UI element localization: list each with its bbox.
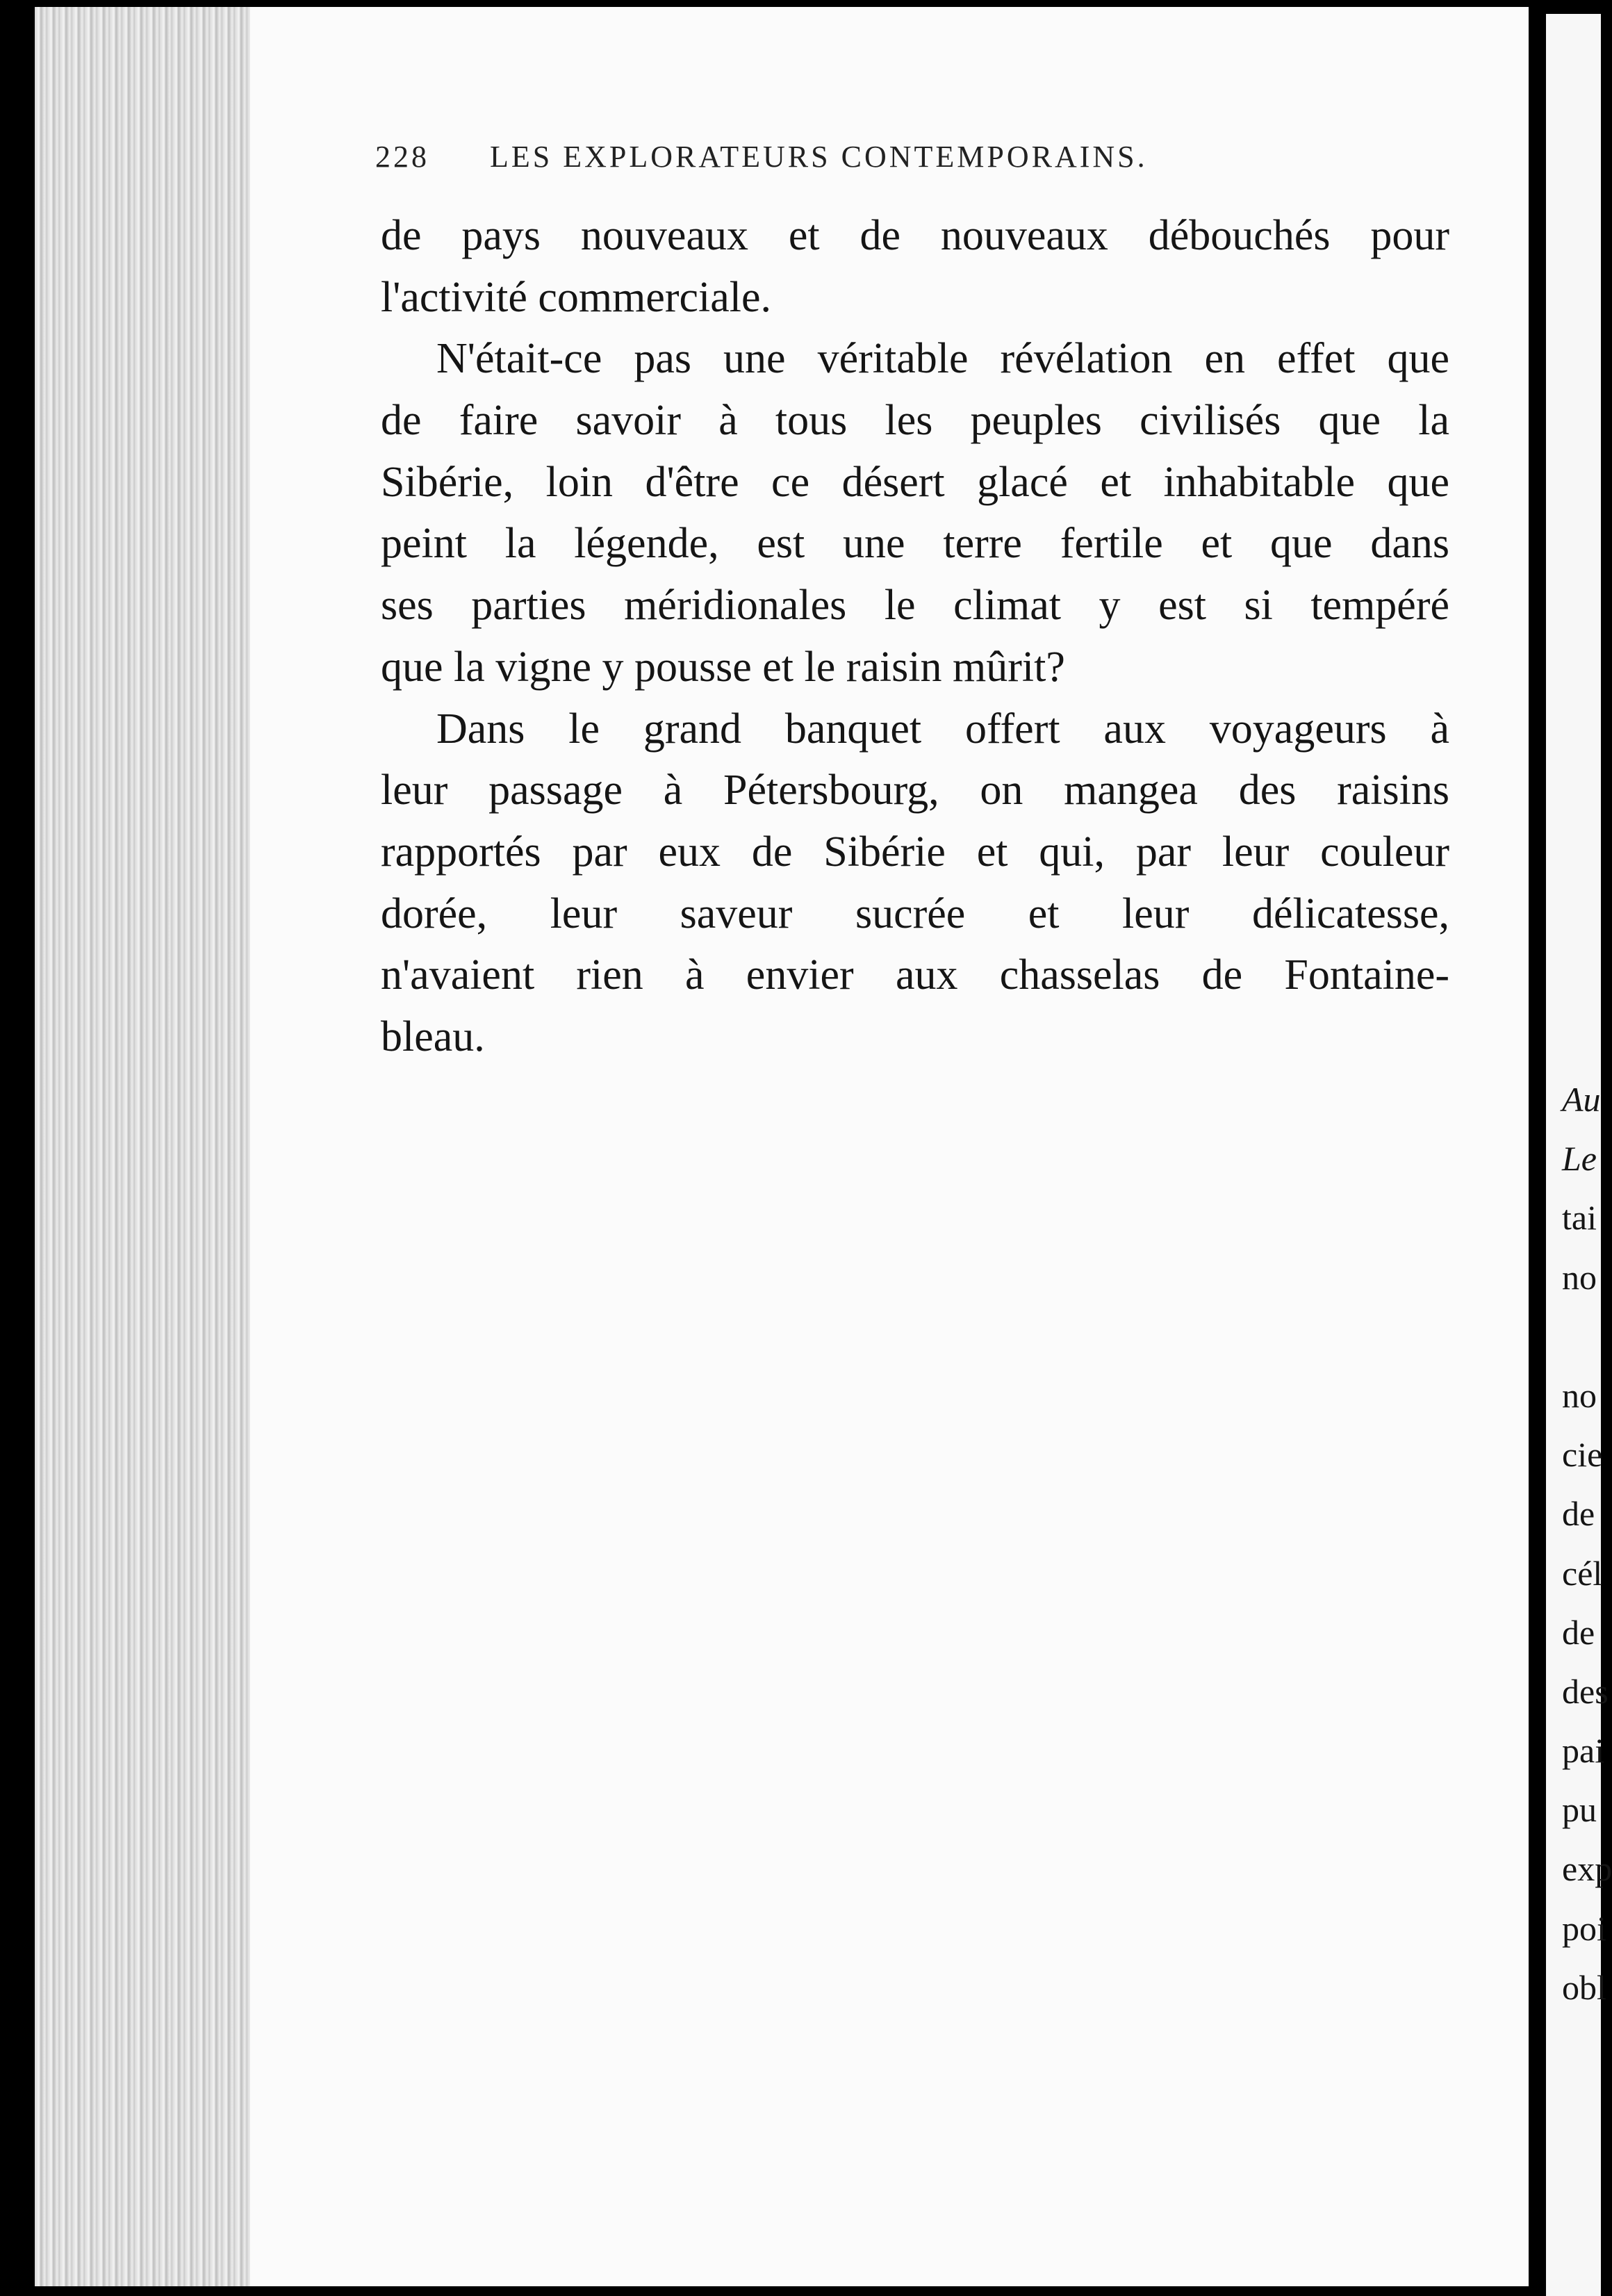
fragment-line: pai — [1562, 1731, 1605, 1771]
fragment-line: obl — [1562, 1967, 1606, 2007]
text-line: de pays nouveaux et de nouveaux débouchés pour — [381, 212, 1449, 259]
fragment-line: cél — [1562, 1553, 1603, 1593]
fragment-line: tai — [1562, 1198, 1597, 1238]
text-line: N'était-ce pas une véritable révélation en effet que — [436, 335, 1449, 383]
fragment-line: Au — [1562, 1080, 1601, 1119]
text-line: leur passage à Pétersbourg, on mangea des raisins — [381, 766, 1449, 814]
fragment-line: pu — [1562, 1790, 1597, 1830]
text-line: Dans le grand banquet offert aux voyageurs à — [436, 705, 1449, 753]
fragment-line: no — [1562, 1375, 1597, 1415]
fragment-line: des — [1562, 1671, 1609, 1711]
adjacent-page-text-fragments — [1562, 1070, 1612, 2017]
fragment-line — [1562, 1307, 1601, 1366]
page-number: 228 — [375, 140, 429, 174]
fragment-line: de — [1562, 1494, 1595, 1534]
text-line: l'activité commerciale. — [381, 273, 771, 321]
text-line: de faire savoir à tous les peuples civilisés que la — [381, 397, 1449, 445]
fragment-line: de — [1562, 1612, 1595, 1652]
text-line: rapportés par eux de Sibérie et qui, par leur couleur — [381, 828, 1449, 876]
text-line: que la vigne y pousse et le raisin mûrit? — [381, 643, 1065, 691]
fragment-line: cie — [1562, 1435, 1603, 1475]
running-header — [375, 139, 1285, 174]
stacked-page-edges — [35, 7, 252, 2286]
text-line: n'avaient rien à envier aux chasselas de Fontaine- — [381, 951, 1449, 999]
text-line: ses parties méridionales le climat y est si tempéré — [381, 582, 1449, 630]
fragment-line: no — [1562, 1257, 1597, 1297]
text-line: bleau. — [381, 1012, 485, 1060]
fragment-line: Le — [1562, 1139, 1597, 1179]
fragment-line: poi — [1562, 1908, 1606, 1948]
body-text — [381, 205, 1449, 1068]
running-title: LES EXPLORATEURS CONTEMPORAINS. — [490, 140, 1148, 174]
text-line: peint la légende, est une terre fertile et que dans — [381, 520, 1449, 568]
text-line: Sibérie, loin d'être ce désert glacé et inhabitable que — [381, 458, 1449, 506]
fragment-line: exp — [1562, 1849, 1612, 1889]
text-line: dorée, leur saveur sucrée et leur délicatesse, — [381, 889, 1449, 937]
